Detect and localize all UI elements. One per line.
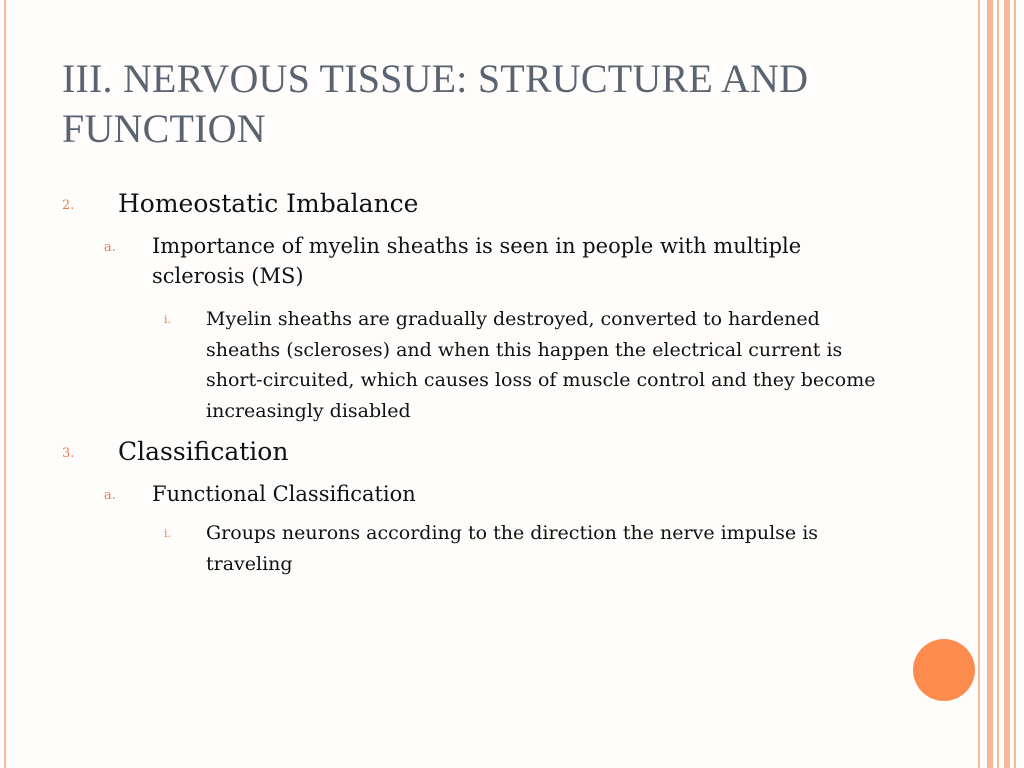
right-border-line-4 bbox=[1004, 0, 1010, 768]
section-heading: Homeostatic Imbalance bbox=[118, 189, 419, 218]
right-border-line-2 bbox=[987, 0, 993, 768]
detail-text: Groups neurons according to the direction the nerve impulse is traveling bbox=[206, 522, 819, 575]
detail-text: Myelin sheaths are gradually destroyed, converted to hardened sheaths (scleroses) and when this happen the electrical current is short-circuited, which causes loss of muscle control and they become increasingly disabled bbox=[206, 308, 876, 422]
right-border-line-5 bbox=[1014, 0, 1016, 768]
right-border-line-1 bbox=[978, 0, 980, 768]
section-number: 3. bbox=[62, 446, 75, 461]
detail-roman: i. bbox=[164, 527, 172, 540]
detail-roman: i. bbox=[164, 313, 172, 326]
left-border-line bbox=[4, 0, 6, 768]
subitem-letter: a. bbox=[104, 240, 116, 255]
subitem-letter: a. bbox=[104, 488, 116, 503]
subitem-text: Importance of myelin sheaths is seen in people with multiple sclerosis (MS) bbox=[152, 234, 802, 288]
subitem-text: Functional Classification bbox=[152, 482, 416, 506]
section-heading: Classification bbox=[118, 437, 289, 466]
accent-circle bbox=[913, 639, 975, 701]
slide-title: III. NERVOUS TISSUE: STRUCTURE AND FUNCTION bbox=[62, 56, 809, 151]
right-border-line-3 bbox=[997, 0, 999, 768]
section-number: 2. bbox=[62, 198, 75, 213]
